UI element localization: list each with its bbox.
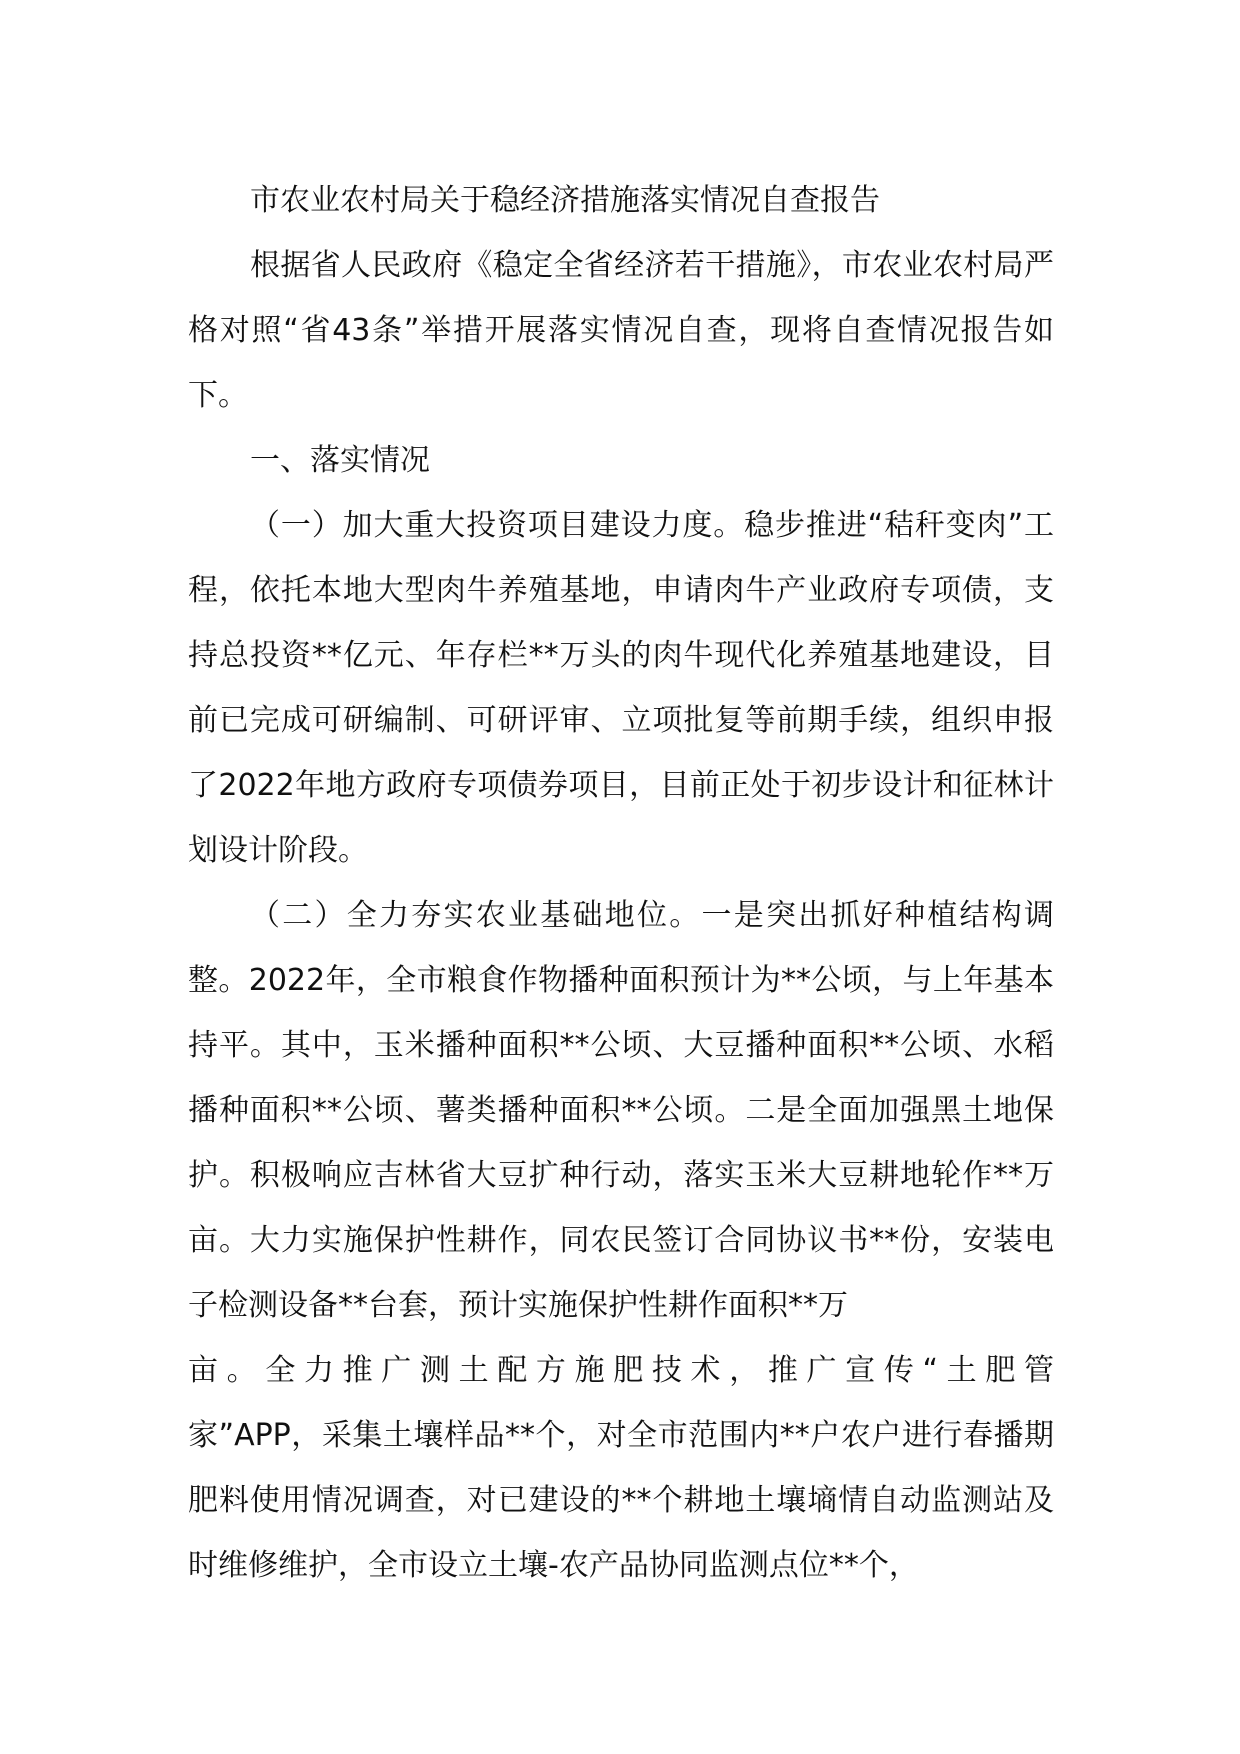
- paragraph-investment-projects: （一）加大重大投资项目建设力度。稳步推进“秸秆变肉”工程，依托本地大型肉牛养殖基地，申请肉牛产业政府专项债，支持总投资**亿元、年存栏**万头的肉牛现代化养殖基地建设，目前已完成可研编制、可研评审、立项批复等前期手续，组织申报了2022年地方政府专项债券项目，目前正处于初步设计和征林计划设计阶段。: [188, 508, 1054, 868]
- intro-paragraph: 根据省人民政府《稳定全省经济若干措施》，市农业农村局严格对照“省43条”举措开展落实情况自查，现将自查情况报告如下。: [188, 248, 1054, 413]
- document-body: [188, 168, 1054, 1598]
- paragraph-agriculture-foundation: （二）全力夯实农业基础地位。一是突出抓好种植结构调整。2022年，全市粮食作物播种面积预计为**公顷，与上年基本持平。其中，玉米播种面积**公顷、大豆播种面积**公顷、水稻播种面积**公顷、薯类播种面积**公顷。二是全面加强黑土地保护。积极响应吉林省大豆扩种行动，落实玉米大豆耕地轮作**万亩。大力实施保护性耕作，同农民签订合同协议书**份，安装电子检测设备**台套，预计实施保护性耕作面积**万: [188, 898, 1054, 1323]
- document-title: 市农业农村局关于稳经济措施落实情况自查报告: [250, 183, 880, 218]
- paragraph-agriculture-foundation-spread-line: 亩。全力推广测土配方施肥技术，推广宣传“土肥管: [188, 1353, 1054, 1388]
- paragraph-agriculture-foundation-continued: 家”APP，采集土壤样品**个，对全市范围内**户农户进行春播期肥料使用情况调查，对已建设的**个耕地土壤墒情自动监测站及时维修维护，全市设立土壤-农产品协同监测点位**个，: [188, 1418, 1054, 1583]
- section-heading-implementation: 一、落实情况: [250, 443, 430, 478]
